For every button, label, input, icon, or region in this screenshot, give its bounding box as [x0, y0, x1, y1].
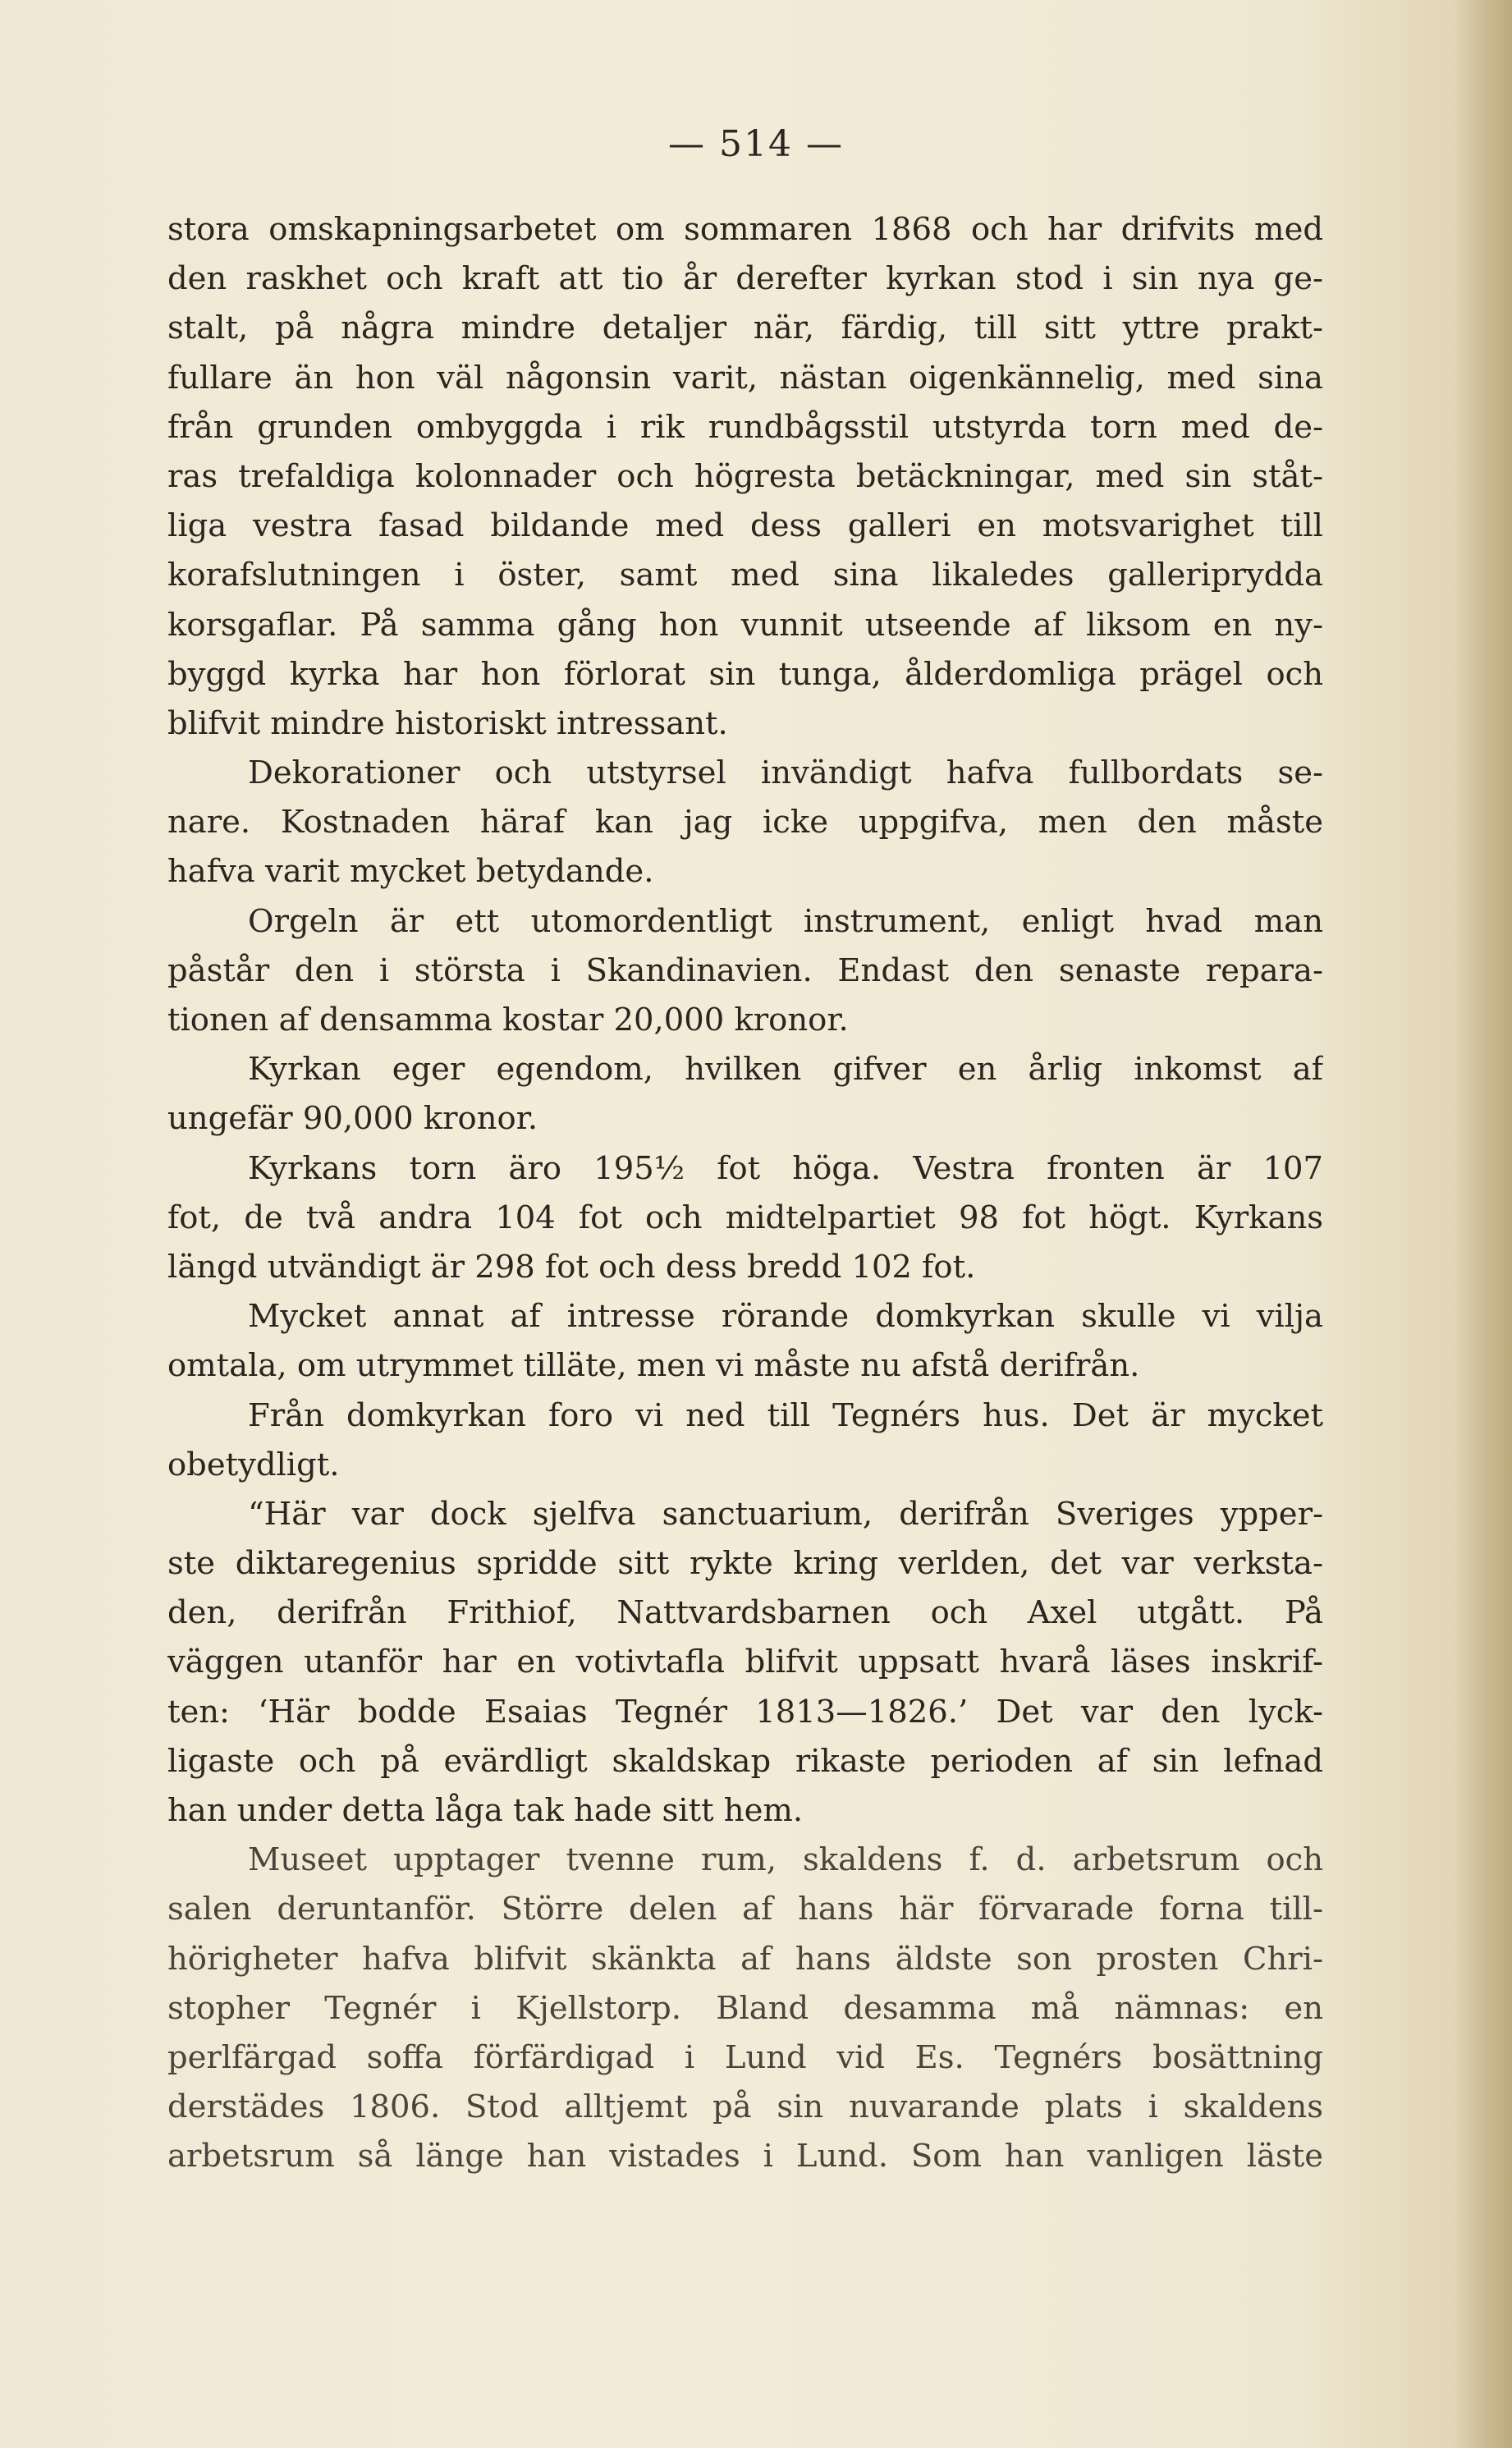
text-line: fullare än hon väl någonsin varit, nästan oigenkännelig, med sina [167, 359, 1323, 397]
body-text [167, 205, 1323, 2182]
text-line: längd utvändigt är 298 fot och dess bredd 102 fot. [167, 1248, 976, 1286]
text-line: Dekorationer och utstyrsel invändigt hafva fullbordats se- [248, 754, 1323, 792]
text-line: den raskhet och kraft att tio år derefter kyrkan stod i sin nya ge- [167, 260, 1323, 298]
text-line: han under detta låga tak hade sitt hem. [167, 1792, 804, 1829]
page-number: — 514 — [668, 123, 844, 165]
text-line: från grunden ombyggda i rik rundbågsstil utstyrda torn med de- [167, 408, 1323, 446]
text-line: nare. Kostnaden häraf kan jag icke uppgifva, men den måste [167, 804, 1323, 841]
text-line: stopher Tegnér i Kjellstorp. Bland desamma må nämnas: en [167, 1989, 1323, 2027]
text-line: Kyrkans torn äro 195½ fot höga. Vestra fronten är 107 [248, 1149, 1323, 1187]
text-line: Orgeln är ett utomordentligt instrument, enligt hvad man [248, 902, 1323, 940]
text-line: korafslutningen i öster, samt med sina likaledes galleriprydda [167, 557, 1323, 594]
text-line: ras trefaldiga kolonnader och högresta betäckningar, med sin ståt- [167, 457, 1323, 495]
text-line: derstädes 1806. Stod alltjemt på sin nuvarande plats i skaldens [167, 2088, 1323, 2126]
text-line: obetydligt. [167, 1446, 340, 1483]
text-line: Museet upptager tvenne rum, skaldens f. d. arbetsrum och [248, 1841, 1323, 1879]
text-line: blifvit mindre historiskt intressant. [167, 704, 728, 742]
text-line: ungefär 90,000 kronor. [167, 1100, 538, 1138]
text-line: byggd kyrka har hon förlorat sin tunga, ålderdomliga prägel och [167, 655, 1323, 693]
text-line: stalt, på några mindre detaljer när, färdig, till sitt yttre prakt- [167, 309, 1323, 347]
page-edge-shadow [1455, 0, 1512, 2448]
text-line: omtala, om utrymmet tilläte, men vi måste nu afstå derifrån. [167, 1347, 1140, 1385]
text-line: tionen af densamma kostar 20,000 kronor. [167, 1002, 849, 1038]
text-line: liga vestra fasad bildande med dess galleri en motsvarighet till [167, 507, 1323, 545]
text-line: korsgaflar. På samma gång hon vunnit utseende af liksom en ny- [167, 606, 1323, 644]
text-line: Kyrkan eger egendom, hvilken gifver en årlig inkomst af [248, 1051, 1323, 1089]
text-line: väggen utanför har en votivtafla blifvit uppsatt hvarå läses inskrif- [167, 1643, 1323, 1681]
text-line: salen deruntanför. Större delen af hans här förvarade forna till- [167, 1891, 1323, 1928]
text-line: ten: ‘Här bodde Esaias Tegnér 1813—1826.’ Det var den lyck- [167, 1693, 1323, 1731]
text-line: ligaste och på evärdligt skaldskap rikaste perioden af sin lefnad [167, 1742, 1323, 1780]
text-line: perlfärgad soffa förfärdigad i Lund vid Es. Tegnérs bosättning [167, 2038, 1323, 2076]
text-line: hafva varit mycket betydande. [167, 853, 654, 891]
text-line: stora omskapningsarbetet om sommaren 1868 och har drifvits med [167, 211, 1323, 248]
text-line: Mycket annat af intresse rörande domkyrkan skulle vi vilja [248, 1298, 1323, 1336]
text-line: påstår den i största i Skandinavien. Endast den senaste repara- [167, 951, 1323, 989]
text-line: “Här var dock sjelfva sanctuarium, derifrån Sveriges ypper- [248, 1495, 1323, 1533]
text-line: fot, de två andra 104 fot och midtelpartiet 98 fot högt. Kyrkans [167, 1199, 1323, 1236]
text-line: arbetsrum så länge han vistades i Lund. Som han vanligen läste [167, 2138, 1323, 2175]
text-line: ste diktaregenius spridde sitt rykte kring verlden, det var verksta- [167, 1545, 1323, 1583]
text-line: den, derifrån Frithiof, Nattvardsbarnen och Axel utgått. På [167, 1594, 1323, 1632]
text-line: Från domkyrkan foro vi ned till Tegnérs hus. Det är mycket [248, 1396, 1323, 1434]
text-line: hörigheter hafva blifvit skänkta af hans äldste son prosten Chri- [167, 1940, 1323, 1978]
